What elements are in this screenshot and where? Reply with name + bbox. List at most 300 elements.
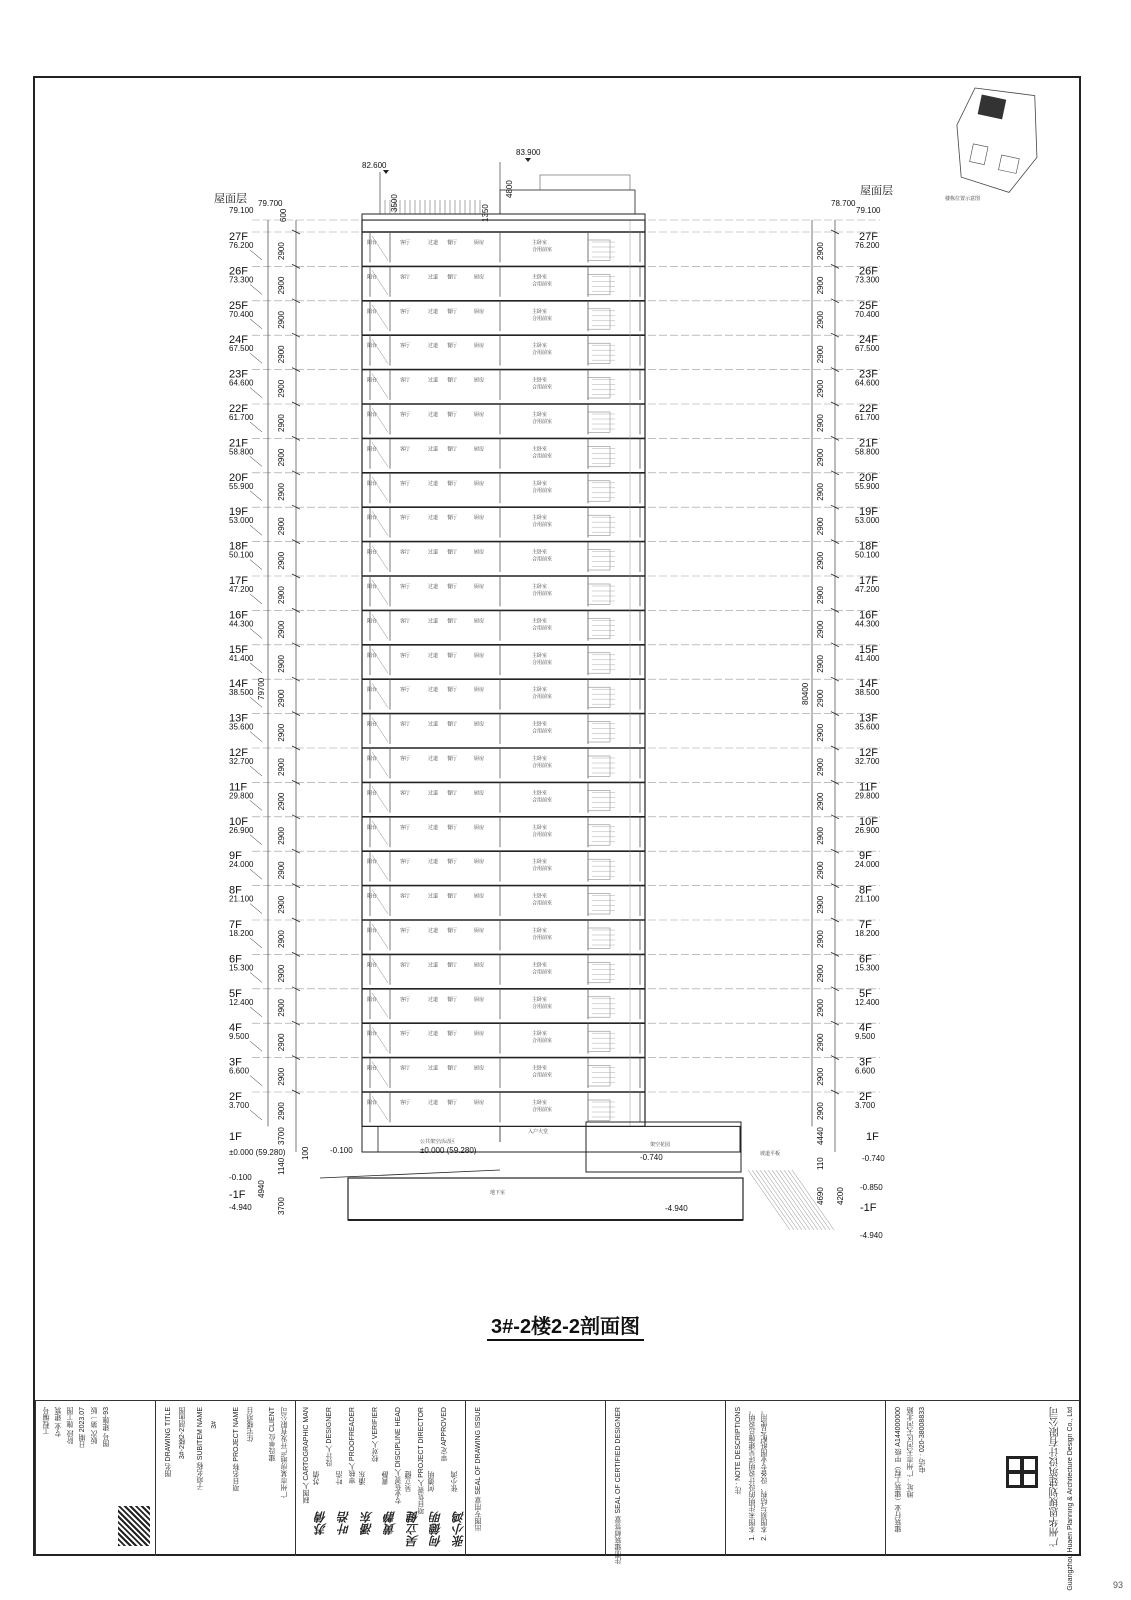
room-label-bedroom: 主卧室	[532, 859, 548, 866]
basement-outline	[348, 1178, 743, 1220]
room-label-living: 客厅	[400, 721, 411, 728]
company-address: 地址：广州市天河区天河北路	[907, 1407, 914, 1498]
floor-elev-right: 38.500	[855, 688, 880, 698]
floor-elev-right: 32.700	[855, 757, 880, 766]
room-label-bedroom: 主卧室	[532, 928, 548, 934]
room-label-kitchen: 厨房	[474, 756, 485, 762]
elev-leader	[250, 938, 262, 948]
signature-mark: 吴立健	[406, 1511, 420, 1547]
parapet-dim: 4800	[505, 180, 514, 198]
signature-role: 设计人 DESIGNER	[326, 1407, 333, 1467]
room-label-corridor: 过道	[428, 584, 439, 590]
elev-leader	[250, 869, 262, 879]
signature-mark: 苏倩	[314, 1511, 328, 1535]
garden-elev: -0.740	[640, 1153, 663, 1162]
room-label-kitchen: 厨房	[474, 240, 485, 246]
room-label-living: 客厅	[400, 240, 411, 246]
room-label-living: 客厅	[400, 412, 411, 418]
room-label-kitchen: 厨房	[474, 308, 485, 315]
elev-leader	[250, 628, 262, 638]
stair-flight	[588, 446, 610, 466]
room-label-living: 客厅	[400, 687, 411, 694]
signature-mark: 黄静	[383, 1511, 397, 1535]
room-label-dining: 餐厅	[447, 721, 458, 728]
room-label-corridor: 过道	[428, 343, 439, 350]
room-label-lobby: 合用前室	[532, 1072, 553, 1079]
floor-label-right: 20F	[859, 471, 878, 484]
signature-name: 吴立健	[405, 1471, 412, 1492]
floor-label-left: 24F	[229, 334, 248, 347]
elev-leader	[250, 1110, 262, 1120]
ground-dim: 4440	[816, 1127, 825, 1145]
room-label-living: 客厅	[400, 480, 411, 487]
elev-leader	[250, 835, 262, 845]
floor-elev-left: 26.900	[229, 825, 254, 835]
signature-mark: 张小鸿	[452, 1511, 466, 1547]
room-label-lobby: 合用前室	[532, 969, 553, 976]
floor-height-right: 2900	[816, 895, 825, 914]
room-label-living: 客厅	[400, 446, 411, 453]
room-label-bedroom: 主卧室	[532, 549, 548, 556]
room-label-corridor: 过道	[428, 1065, 439, 1072]
room-label-bedroom: 主卧室	[532, 274, 548, 281]
floor-elev-right: 67.500	[855, 344, 880, 354]
room-label-balcony: 阳台	[367, 618, 378, 625]
ground-dim: 110	[816, 1157, 825, 1170]
floor-height-left: 2900	[277, 517, 286, 536]
floor-height-left: 2900	[277, 242, 286, 260]
outside-elev-left: -0.100	[229, 1173, 252, 1182]
stair-flight	[588, 722, 610, 742]
room-label-lobby: 合用前室	[532, 900, 553, 907]
room-label-balcony: 阳台	[367, 824, 378, 831]
elev-leader	[250, 1076, 262, 1086]
parapet-dim: 3500	[390, 194, 399, 212]
room-label-corridor: 过道	[428, 308, 439, 315]
room-label-corridor: 过道	[428, 412, 439, 418]
room-label-corridor: 过道	[428, 790, 439, 797]
room-label-lobby: 合用前室	[532, 247, 553, 253]
room-label-bedroom: 主卧室	[532, 480, 548, 487]
room-label-lobby: 合用前室	[532, 522, 553, 529]
room-label-lobby: 合用前室	[532, 763, 553, 769]
basement-elev-right: -4.940	[860, 1231, 883, 1240]
elev-leader	[250, 388, 262, 398]
machine-room	[500, 190, 635, 214]
floor-elev-right: 41.400	[855, 653, 880, 663]
qr-code	[118, 1506, 150, 1546]
floor-label-left: 21F	[229, 437, 248, 450]
room-label-kitchen: 厨房	[474, 824, 485, 831]
room-label-bedroom: 主卧室	[532, 308, 548, 315]
room-label-kitchen: 厨房	[474, 274, 485, 281]
room-label-lobby: 合用前室	[532, 1107, 553, 1113]
room-label-living: 客厅	[400, 996, 411, 1003]
elev-leader	[250, 594, 262, 604]
room-label-dining: 餐厅	[447, 652, 458, 659]
room-label-corridor: 过道	[428, 274, 439, 281]
ramp-label: 坡道平板	[760, 1151, 781, 1157]
room-label-kitchen: 厨房	[474, 962, 485, 969]
version: 版次 第一版	[91, 1407, 98, 1444]
room-label-bedroom: 主卧室	[532, 1031, 548, 1038]
ground-line	[320, 1170, 500, 1178]
room-label-dining: 餐厅	[447, 412, 458, 418]
elev-leader	[250, 904, 262, 914]
room-label-corridor: 过道	[428, 446, 439, 453]
room-label-corridor: 过道	[428, 240, 439, 246]
room-label-dining: 餐厅	[447, 1100, 458, 1106]
stair-flight	[588, 618, 610, 638]
elev-leader	[250, 353, 262, 363]
elev-leader	[250, 250, 262, 260]
floor-label-right: 8F	[859, 884, 872, 897]
floor-label-left: 10F	[229, 815, 248, 828]
room-label-kitchen: 厨房	[474, 343, 485, 350]
parapet-dim: 1350	[481, 204, 490, 222]
signature-name: 何德明	[428, 1471, 435, 1492]
ground-dim: 100	[301, 1146, 310, 1160]
company-qualification: 建筑行业（建筑工程）甲级 A144000000	[895, 1407, 902, 1533]
floor-label-left: 13F	[229, 712, 248, 725]
floor-elev-left: 12.400	[229, 997, 254, 1007]
floor-elev-right: 18.200	[855, 929, 880, 938]
stair-flight	[588, 997, 610, 1017]
tb-sheet-info	[35, 1401, 155, 1556]
room-label-corridor: 过道	[428, 687, 439, 694]
floor-label-left: 22F	[229, 403, 248, 415]
room-label-kitchen: 厨房	[474, 893, 485, 900]
floor-elev-left: 9.500	[229, 1032, 250, 1042]
ground-label-right: 1F	[866, 1131, 879, 1143]
room-label-bedroom: 主卧室	[532, 377, 548, 384]
room-label-lobby: 合用前室	[532, 350, 553, 357]
floor-elev-right: 64.600	[855, 378, 880, 388]
floor-height-left: 2900	[277, 895, 286, 914]
floor-elev-left: 50.100	[229, 550, 254, 560]
floor-elev-right: 61.700	[855, 413, 880, 422]
company-name-cn: 广州华恩规划建筑设计有限公司	[1050, 1407, 1061, 1547]
basement-label: 地下室	[490, 1190, 506, 1196]
room-label-dining: 餐厅	[447, 962, 458, 969]
room-label-dining: 餐厅	[447, 1065, 458, 1072]
room-label-balcony: 阳台	[367, 1065, 378, 1072]
floor-elev-left: 15.300	[229, 963, 254, 973]
room-label-balcony: 阳台	[367, 1031, 378, 1038]
room-label-kitchen: 厨房	[474, 412, 485, 418]
parapet-dim: 600	[279, 208, 288, 222]
room-label-bedroom: 主卧室	[532, 240, 548, 246]
floor-label-right: 21F	[859, 437, 878, 450]
room-label-dining: 餐厅	[447, 584, 458, 590]
floor-height-left: 2900	[277, 655, 286, 673]
floor-height-left: 2900	[277, 792, 286, 811]
room-label-bedroom: 主卧室	[532, 790, 548, 797]
room-label-balcony: 阳台	[367, 412, 378, 418]
room-label-lobby: 合用前室	[532, 591, 553, 597]
stage: 阶段 施工图	[67, 1407, 74, 1444]
floor-elev-right: 58.800	[855, 447, 880, 457]
stair-flight	[588, 687, 610, 707]
basement-slab-elev: -4.940	[665, 1204, 688, 1213]
floor-height-left: 2900	[277, 964, 286, 983]
elev-marker	[525, 158, 531, 162]
roof-elev-right: 79.100	[856, 206, 881, 215]
floor-elev-left: 61.700	[229, 413, 254, 422]
floor-label-left: 23F	[229, 368, 248, 381]
signature-name: 张小鸿	[451, 1471, 458, 1492]
floor-elev-left: 58.800	[229, 447, 254, 457]
floor-elev-left: 21.100	[229, 894, 254, 904]
room-label-kitchen: 厨房	[474, 687, 485, 694]
key-plan-label: 楼栋位置示意图	[945, 196, 981, 202]
floor-elev-left: 3.700	[229, 1101, 250, 1110]
floor-height-right: 2900	[816, 483, 825, 501]
room-label-kitchen: 厨房	[474, 652, 485, 659]
floor-elev-left: 53.000	[229, 516, 254, 526]
room-label-balcony: 阳台	[367, 515, 378, 522]
floor-elev-left: 47.200	[229, 585, 254, 594]
room-label-kitchen: 厨房	[474, 1100, 485, 1106]
floor-label-left: 27F	[229, 231, 248, 243]
floor-height-left: 2900	[277, 483, 286, 501]
floor-height-left: 2900	[277, 379, 286, 398]
project-no-label: 工程编号	[43, 1407, 50, 1435]
floor-label-left: 12F	[229, 747, 248, 759]
floor-height-left: 2900	[277, 861, 286, 880]
room-label-dining: 餐厅	[447, 824, 458, 831]
floor-height-left: 2900	[277, 345, 286, 364]
room-label-dining: 餐厅	[447, 549, 458, 556]
floor-elev-right: 29.800	[855, 791, 880, 801]
tb-designer-seal	[605, 1401, 725, 1565]
stair-flight	[588, 481, 610, 501]
floor-elev-right: 24.000	[855, 860, 880, 870]
stair-flight	[588, 962, 610, 982]
room-label-living: 客厅	[400, 1065, 411, 1072]
room-label-lobby: 合用前室	[532, 1003, 553, 1010]
floor-label-right: 22F	[859, 403, 878, 415]
room-label-corridor: 过道	[428, 962, 439, 969]
room-label-corridor: 过道	[428, 618, 439, 625]
title-block	[35, 1400, 1080, 1591]
company-logo-icon	[1006, 1456, 1038, 1488]
floor-elev-right: 73.300	[855, 275, 880, 285]
stair-flight	[588, 309, 610, 329]
top-elevation-83900: 83.900	[516, 148, 541, 157]
floor-label-left: 19F	[229, 506, 248, 519]
date: 日期 2023.07	[79, 1407, 86, 1449]
floor-height-right: 2900	[816, 689, 825, 708]
room-label-dining: 餐厅	[447, 1031, 458, 1038]
floor-label-right: 16F	[859, 609, 878, 622]
floor-height-left: 2900	[277, 276, 286, 295]
garden-label: 架空花园	[650, 1142, 671, 1148]
basement-dim: 3700	[277, 1197, 286, 1215]
room-label-dining: 餐厅	[447, 446, 458, 453]
room-label-kitchen: 厨房	[474, 480, 485, 487]
floor-height-right: 2900	[816, 930, 825, 948]
stair-flight	[588, 928, 610, 948]
floor-label-left: 20F	[229, 471, 248, 484]
signature-role: 专业负责人 DISCIPLINE HEAD	[395, 1407, 402, 1505]
stair-flight	[588, 343, 610, 363]
room-label-bedroom: 主卧室	[532, 996, 548, 1003]
project-label: 项目名称 PROJECT NAME	[233, 1407, 240, 1492]
room-label-corridor: 过道	[428, 377, 439, 384]
room-label-lobby: 合用前室	[532, 694, 553, 701]
floor-height-right: 2900	[816, 414, 825, 432]
room-label-balcony: 阳台	[367, 274, 378, 281]
floor-height-right: 2900	[816, 655, 825, 673]
room-label-balcony: 阳台	[367, 549, 378, 556]
floor-height-right: 2900	[816, 242, 825, 260]
hatch-line	[772, 1170, 814, 1230]
drawing-title-label: 图名 DRAWING TITLE	[165, 1407, 172, 1478]
note-item: 1. 本图未注明的设计说明详见建施总说明。	[749, 1407, 756, 1541]
floor-height-left: 2900	[277, 999, 286, 1017]
floor-height-right: 2900	[816, 792, 825, 811]
tb-notes	[725, 1401, 885, 1556]
tb-company	[885, 1401, 1080, 1591]
room-label-dining: 餐厅	[447, 308, 458, 315]
floor-height-right: 2900	[816, 311, 825, 329]
room-label-dining: 餐厅	[447, 996, 458, 1003]
floor-label-left: 26F	[229, 265, 248, 278]
key-plan	[945, 81, 1049, 196]
room-label-balcony: 阳台	[367, 859, 378, 866]
room-label-lobby: 合用前室	[532, 797, 553, 804]
roof-parapet-left: 79.700	[258, 199, 283, 208]
elev-leader	[250, 800, 262, 810]
room-label-bedroom: 主卧室	[532, 1065, 548, 1072]
floor-height-right: 2900	[816, 723, 825, 742]
hatch-line	[752, 1170, 794, 1230]
floor-elev-left: 44.300	[229, 619, 254, 629]
room-label-kitchen: 厨房	[474, 790, 485, 797]
room-label-living: 客厅	[400, 1031, 411, 1038]
room-label-balcony: 阳台	[367, 687, 378, 694]
elev-leader	[250, 732, 262, 742]
room-label-lobby: 合用前室	[532, 831, 553, 838]
ground-label-left: 1F	[229, 1131, 242, 1143]
floor-label-left: 2F	[229, 1091, 242, 1103]
room-label-balcony: 阳台	[367, 756, 378, 762]
stair-flight	[588, 1031, 610, 1051]
floor-elev-right: 76.200	[855, 241, 880, 250]
floor-height-left: 2900	[277, 930, 286, 948]
subitem-value: 3#	[211, 1421, 218, 1429]
page-number: 93	[1112, 1580, 1123, 1590]
notes-title: 注：NOTE DESCRIPTIONS	[735, 1407, 742, 1495]
room-label-kitchen: 厨房	[474, 1031, 485, 1038]
room-label-dining: 餐厅	[447, 240, 458, 246]
room-label-dining: 餐厅	[447, 756, 458, 762]
room-label-lobby: 合用前室	[532, 1038, 553, 1045]
room-label-lobby: 合用前室	[532, 728, 553, 735]
room-label-dining: 餐厅	[447, 687, 458, 694]
signature-mark: 叶浩	[337, 1511, 351, 1535]
signature-role: 审核人 PROOFREADER	[349, 1407, 356, 1485]
room-label-living: 客厅	[400, 824, 411, 831]
floor-elev-left: 76.200	[229, 241, 254, 250]
floor-elev-right: 55.900	[855, 481, 880, 491]
room-label-living: 客厅	[400, 652, 411, 659]
tb-signatures	[295, 1401, 465, 1556]
floor-elev-right: 9.500	[855, 1032, 876, 1042]
room-label-balcony: 阳台	[367, 1100, 378, 1106]
floor-height-left: 2900	[277, 689, 286, 708]
room-label-kitchen: 厨房	[474, 618, 485, 625]
room-label-balcony: 阳台	[367, 721, 378, 728]
floor-elev-right: 70.400	[855, 309, 880, 319]
roof-label-right: 屋面层	[860, 185, 893, 197]
floor-elev-left: 64.600	[229, 378, 254, 388]
floor-elev-left: 32.700	[229, 757, 254, 766]
floor-elev-right: 3.700	[855, 1101, 876, 1110]
room-label-living: 客厅	[400, 859, 411, 866]
seal-issue-label: 出图专用章 SEAL OF DRAWING ISSUE	[475, 1407, 482, 1532]
floor-elev-right: 44.300	[855, 619, 880, 629]
room-label-corridor: 过道	[428, 515, 439, 522]
room-label-dining: 餐厅	[447, 928, 458, 934]
ground-low-elev: -0.850	[860, 1183, 883, 1192]
floor-height-right: 2900	[816, 1067, 825, 1086]
stair-flight	[588, 274, 610, 294]
floor-elev-left: 73.300	[229, 275, 254, 285]
floor-label-right: 19F	[859, 506, 878, 519]
room-label-bedroom: 主卧室	[532, 446, 548, 453]
stair-flight	[588, 550, 610, 570]
basement-label-left: -1F	[229, 1189, 246, 1201]
hatch-line	[748, 1170, 790, 1230]
floor-height-left: 2900	[277, 827, 286, 845]
floor-label-left: 15F	[229, 643, 248, 656]
signature-name: 潘东	[359, 1471, 366, 1485]
floor-elev-right: 21.100	[855, 894, 880, 904]
floor-height-left: 2900	[277, 1102, 286, 1120]
room-label-lobby: 合用前室	[532, 487, 553, 494]
basement-dim: 4200	[836, 1187, 845, 1205]
note-item: 2. 本图须与结构、设备专业图纸配合使用。	[761, 1407, 768, 1541]
room-label-bedroom: 主卧室	[532, 412, 548, 418]
total-height-left: 79700	[257, 677, 266, 700]
room-label-balcony: 阳台	[367, 240, 378, 246]
floor-elev-right: 47.200	[855, 585, 880, 594]
floor-label-right: 15F	[859, 643, 878, 656]
room-label-bedroom: 主卧室	[532, 652, 548, 659]
room-label-lobby: 合用前室	[532, 419, 553, 425]
floor-label-left: 14F	[229, 678, 248, 691]
floor-label-right: 12F	[859, 747, 878, 759]
room-label-bedroom: 主卧室	[532, 584, 548, 590]
room-label-kitchen: 厨房	[474, 859, 485, 866]
room-label-dining: 餐厅	[447, 480, 458, 487]
floor-label-left: 7F	[229, 919, 242, 931]
room-label-living: 客厅	[400, 962, 411, 969]
floor-height-right: 2900	[816, 999, 825, 1017]
room-label-balcony: 阳台	[367, 962, 378, 969]
key-plan-building	[999, 155, 1020, 173]
floor-height-right: 2900	[816, 620, 825, 639]
room-label-balcony: 阳台	[367, 343, 378, 350]
floor-height-right: 2900	[816, 379, 825, 398]
floor-label-right: 9F	[859, 850, 872, 863]
floor-elev-right: 15.300	[855, 963, 880, 973]
floor-height-right: 2900	[816, 276, 825, 295]
stair-flight	[588, 412, 610, 432]
signature-mark: 何德明	[429, 1511, 443, 1547]
